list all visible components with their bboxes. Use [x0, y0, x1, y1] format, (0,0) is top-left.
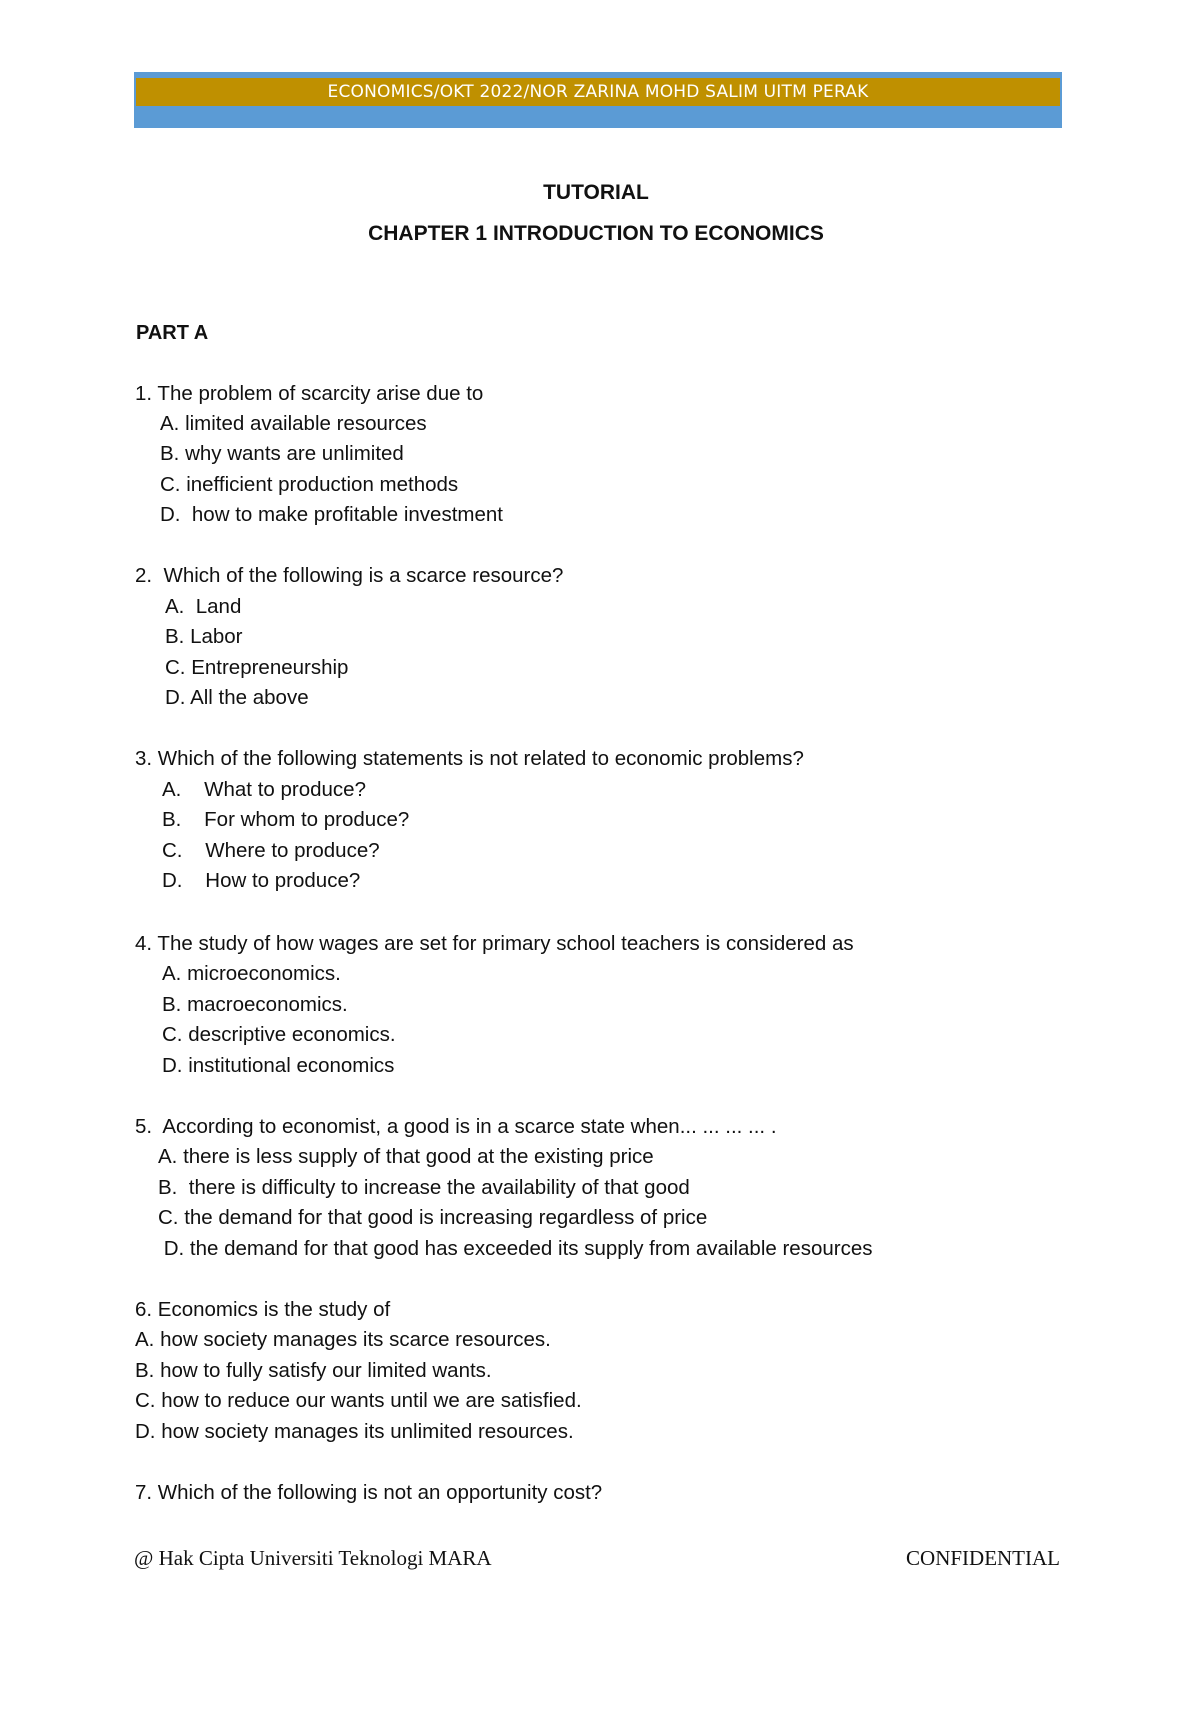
question-option: D. how to make profitable investment: [160, 503, 503, 526]
part-label: PART A: [136, 322, 209, 344]
question-stem: 6. Economics is the study of: [135, 1298, 391, 1321]
question-option: B. how to fully satisfy our limited wants.: [135, 1359, 492, 1382]
question-option: B. Labor: [165, 625, 243, 648]
question-option: D. institutional economics: [162, 1054, 395, 1077]
question-stem: 3. Which of the following statements is not related to economic problems?: [135, 747, 804, 770]
question-option: A. there is less supply of that good at the existing price: [158, 1145, 654, 1168]
chapter-title: CHAPTER 1 INTRODUCTION TO ECONOMICS: [368, 222, 824, 245]
question-option: C. Where to produce?: [162, 839, 380, 862]
question-stem: 2. Which of the following is a scarce resource?: [135, 564, 564, 587]
question-option: D. All the above: [165, 686, 309, 709]
question-option: D. the demand for that good has exceeded its supply from available resources: [158, 1237, 873, 1260]
header-band: [134, 72, 1062, 128]
question-option: B. For whom to produce?: [162, 808, 410, 831]
question-option: D. How to produce?: [162, 869, 361, 892]
question-option: A. how society manages its scarce resources.: [135, 1328, 551, 1351]
footer-confidential: CONFIDENTIAL: [906, 1546, 1060, 1570]
question-option: B. why wants are unlimited: [160, 442, 404, 465]
question-option: C. the demand for that good is increasing regardless of price: [158, 1206, 708, 1229]
question-stem: 1. The problem of scarcity arise due to: [135, 382, 484, 405]
footer-copyright: @ Hak Cipta Universiti Teknologi MARA: [134, 1546, 492, 1570]
question-option: C. how to reduce our wants until we are satisfied.: [135, 1389, 582, 1412]
question-stem: 5. According to economist, a good is in a scarce state when... ... ... ... .: [135, 1115, 777, 1138]
question-option: A. microeconomics.: [162, 962, 341, 985]
question-option: C. Entrepreneurship: [165, 656, 349, 679]
question-option: A. Land: [165, 595, 242, 618]
question-option: D. how society manages its unlimited resources.: [135, 1420, 574, 1443]
question-stem: 4. The study of how wages are set for primary school teachers is considered as: [135, 932, 854, 955]
question-stem: 7. Which of the following is not an opportunity cost?: [135, 1481, 603, 1504]
question-option: C. inefficient production methods: [160, 473, 459, 496]
question-option: C. descriptive economics.: [162, 1023, 396, 1046]
question-option: A. What to produce?: [162, 778, 366, 801]
document-title: TUTORIAL: [543, 181, 649, 204]
question-option: B. macroeconomics.: [162, 993, 348, 1016]
header-text: ECONOMICS/OKT 2022/NOR ZARINA MOHD SALIM UITM PERAK: [327, 82, 869, 102]
question-option: A. limited available resources: [160, 412, 427, 435]
header-gold-strip: [136, 78, 1060, 106]
question-option: B. there is difficulty to increase the availability of that good: [158, 1176, 690, 1199]
